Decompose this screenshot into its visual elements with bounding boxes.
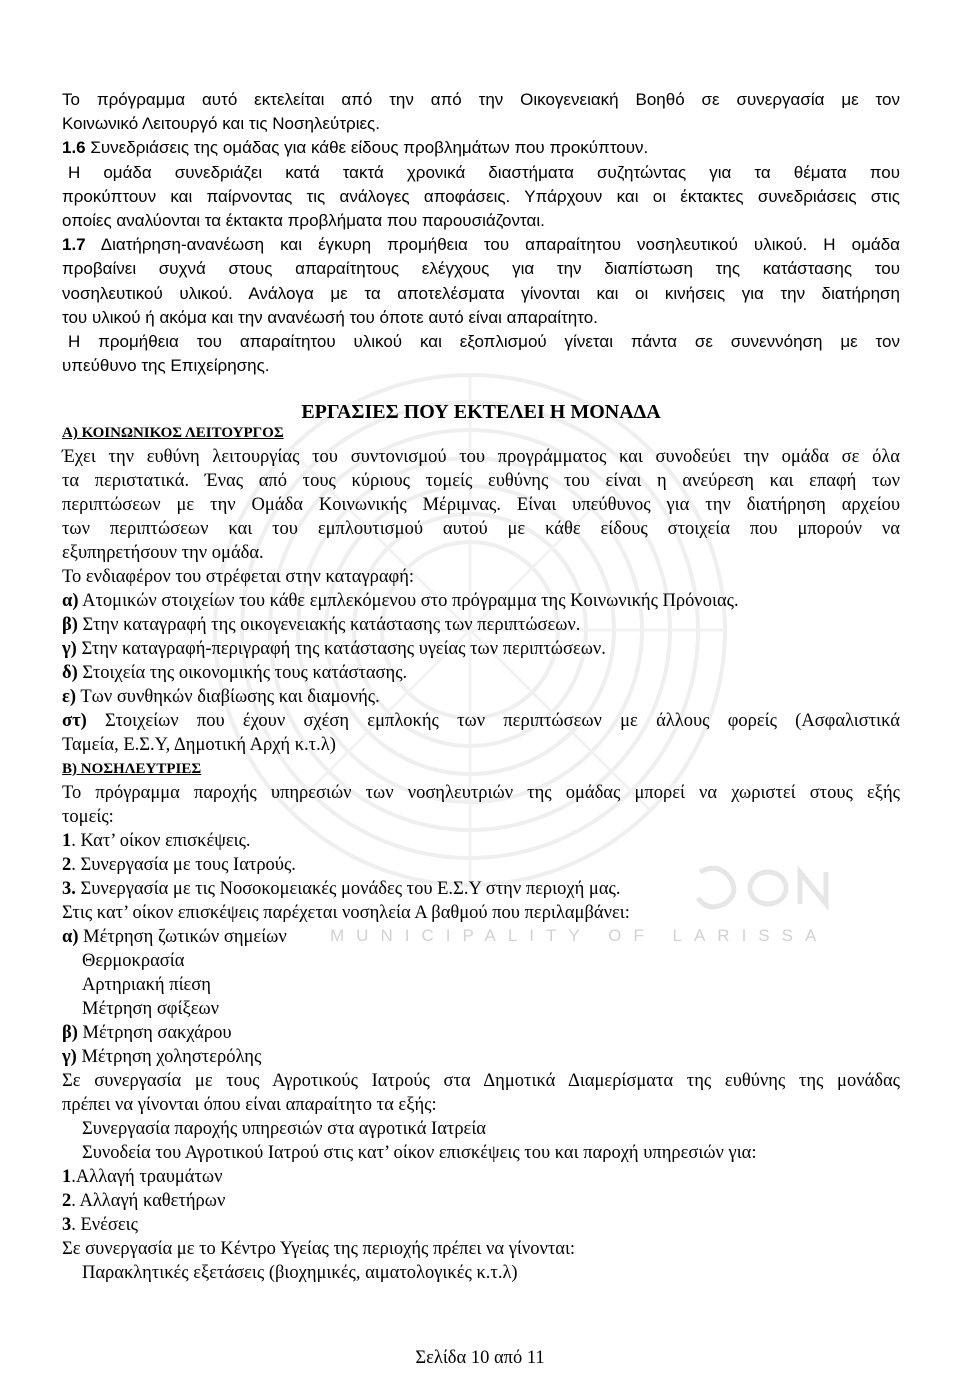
- item-text: Των συνθηκών διαβίωσης και διαμονής.: [76, 687, 380, 707]
- list-item: [62, 637, 900, 661]
- sub-list-item: Μέτρηση σφίξεων: [82, 999, 220, 1019]
- text-line: Η προμήθεια του απαραίτητου υλικού και εξοπλισμού γίνεται πάντα σε συνεννόηση με τον: [68, 331, 900, 351]
- intro-section: [62, 88, 900, 378]
- text-line: Έχει την ευθύνη λειτουργίας του συντονισμού του προγράμματος και συνοδεύει την ομάδα σε όλα: [62, 447, 900, 467]
- text-line: των περιπτώσεων και του εμπλουτισμού αυτού με κάθε είδους στοιχεία που μπορούν να: [62, 519, 900, 539]
- numbered-heading: [62, 136, 900, 160]
- text-line: προβαίνει συχνά στους απαραίτητους ελέγχους για την διαπίστωση της κατάστασης του: [62, 259, 900, 279]
- list-item: [62, 1213, 900, 1237]
- sub-list-item: Συνοδεία του Αγροτικού Ιατρού στις κατ’ οίκον επισκέψεις του και παροχή υπηρεσιών για:: [82, 1143, 757, 1163]
- item-marker: δ): [62, 663, 78, 683]
- item-marker: 1: [62, 831, 72, 851]
- text-line: Σε συνεργασία με τους Αγροτικούς Ιατρούς στα Δημοτικά Διαμερίσματα της ευθύνης της μονάδας: [62, 1071, 900, 1091]
- item-text: Στοιχείων που έχουν σχέση εμπλοκής των περιπτώσεων με άλλους φορείς (Ασφαλιστικά: [86, 711, 900, 731]
- text-line: Κοινωνικό Λειτουργό και τις Νοσηλεύτριες.: [62, 114, 380, 134]
- text-line: τομείς:: [62, 807, 114, 827]
- section-title: ΕΡΓΑΣΙΕΣ ΠΟΥ ΕΚΤΕΛΕΙ Η ΜΟΝΑΔΑ: [301, 401, 661, 423]
- item-text: . Αλλαγή καθετήρων: [71, 1191, 226, 1211]
- list-item: [62, 613, 900, 637]
- item-marker: β): [62, 615, 78, 635]
- list-item: [62, 925, 900, 949]
- list-item: [62, 877, 900, 901]
- item-marker: α): [62, 927, 79, 947]
- sub-list-item: Συνεργασία παροχής υπηρεσιών στα αγροτικά Ιατρεία: [82, 1119, 486, 1139]
- item-text: Συνεργασία με τις Νοσοκομειακές μονάδες του Ε.Σ.Υ στην περιοχή μας.: [75, 879, 621, 899]
- item-text: Συνεδριάσεις της ομάδας για κάθε είδους προβλημάτων που προκύπτουν.: [85, 138, 649, 158]
- text-line: Το ενδιαφέρον του στρέφεται στην καταγραφή:: [62, 567, 415, 587]
- list-item: [62, 1021, 900, 1045]
- duties-section: [62, 421, 900, 1285]
- item-marker: στ): [62, 711, 87, 731]
- page-number: Σελίδα 10 από 11: [415, 1348, 545, 1368]
- list-item: [62, 589, 900, 613]
- item-text: Ατομικών στοιχείων του κάθε εμπλεκόμενου στο πρόγραμμα της Κοινωνικής Πρόνοιας.: [78, 591, 739, 611]
- text-line: τα περιστατικά. Ένας από τους κύριους τομείς ευθύνης του είναι η ανεύρεση και επαφή των: [62, 471, 900, 491]
- text-line: Στις κατ’ οίκον επισκέψεις παρέχεται νοσηλεία Α βαθμού που περιλαμβάνει:: [62, 903, 630, 923]
- item-marker: 1.7: [62, 235, 86, 255]
- text-line: Η ομάδα συνεδριάζει κατά τακτά χρονικά διαστήματα συζητώντας για τα θέματα που: [68, 162, 900, 182]
- numbered-heading: [62, 233, 900, 257]
- text-line: νοσηλευτικού υλικού. Ανάλογα με τα αποτελέσματα γίνονται και οι κινήσεις για την διατήρηση: [62, 283, 900, 303]
- sub-list-item: Αρτηριακή πίεση: [82, 975, 211, 995]
- list-item: [62, 709, 900, 733]
- text-line: Ταμεία, Ε.Σ.Υ, Δημοτική Αρχή κ.τ.λ): [62, 735, 336, 755]
- text-line: υπεύθυνο της Επιχείρησης.: [62, 356, 270, 376]
- item-text: . Ενέσεις: [71, 1215, 138, 1235]
- item-text: .Αλλαγή τραυμάτων: [71, 1167, 223, 1187]
- item-marker: 3: [62, 1215, 72, 1235]
- item-text: . Συνεργασία με τους Ιατρούς.: [71, 855, 296, 875]
- item-marker: 1: [62, 1167, 72, 1187]
- item-marker: α): [62, 591, 79, 611]
- list-item: [62, 829, 900, 853]
- item-text: Διατήρηση-ανανέωση και έγκυρη προμήθεια του απαραίτητου νοσηλευτικού υλικού. Η ομάδα: [85, 235, 900, 255]
- watermark-text: MUNICIPALITY OF LARISSA: [330, 926, 829, 945]
- item-marker: γ): [62, 1047, 77, 1067]
- item-marker: 3.: [62, 879, 76, 899]
- sub-list-item: Θερμοκρασία: [82, 951, 185, 971]
- list-item: [62, 1045, 900, 1069]
- item-marker: γ): [62, 639, 77, 659]
- item-text: Μέτρηση σακχάρου: [77, 1023, 232, 1043]
- list-item: [62, 1165, 900, 1189]
- item-marker: 1.6: [62, 138, 86, 158]
- text-line: του υλικού ή ακόμα και την ανανέωσή του όποτε αυτό είναι απαραίτητο.: [62, 307, 598, 327]
- subsection-heading: Β) ΝΟΣΗΛΕΥΤΡΙΕΣ: [62, 761, 202, 777]
- list-item: [62, 685, 900, 709]
- list-item: [62, 853, 900, 877]
- subsection-heading: Α) ΚΟΙΝΩΝΙΚΟΣ ΛΕΙΤΟΥΡΓΟΣ: [62, 425, 284, 441]
- text-line: πρέπει να γίνονται όπου είναι απαραίτητο τα εξής:: [62, 1095, 437, 1115]
- text-line: περιπτώσεων με την Ομάδα Κοινωνικής Μέριμνας. Είναι υπεύθυνος για την διατήρηση αρχείου: [62, 495, 900, 515]
- item-text: . Κατ’ οίκον επισκέψεις.: [71, 831, 251, 851]
- list-item: [62, 1189, 900, 1213]
- item-text: Στην καταγραφή-περιγραφή της κατάστασης υγείας των περιπτώσεων.: [76, 639, 606, 659]
- item-text: Μέτρηση ζωτικών σημείων: [78, 927, 287, 947]
- text-line: προκύπτουν και παίρνοντας τις ανάλογες αποφάσεις. Υπάρχουν και οι έκτακτες συνεδριάσεις στις: [62, 186, 900, 206]
- item-marker: 2: [62, 1191, 72, 1211]
- text-line: εξυπηρετήσουν την ομάδα.: [62, 543, 264, 563]
- item-text: Στοιχεία της οικονομικής τους κατάστασης.: [77, 663, 408, 683]
- sub-list-item: Παρακλητικές εξετάσεις (βιοχημικές, αιματολογικές κ.τ.λ): [82, 1263, 518, 1283]
- text-line: Το πρόγραμμα αυτό εκτελείται από την από την Οικογενειακή Βοηθό σε συνεργασία με τον: [62, 90, 900, 109]
- text-line: Το πρόγραμμα παροχής υπηρεσιών των νοσηλευτριών της ομάδας μπορεί να χωριστεί στους εξής: [62, 783, 900, 803]
- list-item: [62, 661, 900, 685]
- text-line: Σε συνεργασία με το Κέντρο Υγείας της περιοχής πρέπει να γίνονται:: [62, 1239, 576, 1259]
- item-marker: 2: [62, 855, 72, 875]
- item-marker: ε): [62, 687, 77, 707]
- item-text: Μέτρηση χοληστερόλης: [76, 1047, 262, 1067]
- item-marker: β): [62, 1023, 78, 1043]
- item-text: Στην καταγραφή της οικογενειακής κατάστασης των περιπτώσεων.: [77, 615, 581, 635]
- text-line: οποίες αναλύονται τα έκτακτα προβλήματα που παρουσιάζονται.: [62, 210, 545, 230]
